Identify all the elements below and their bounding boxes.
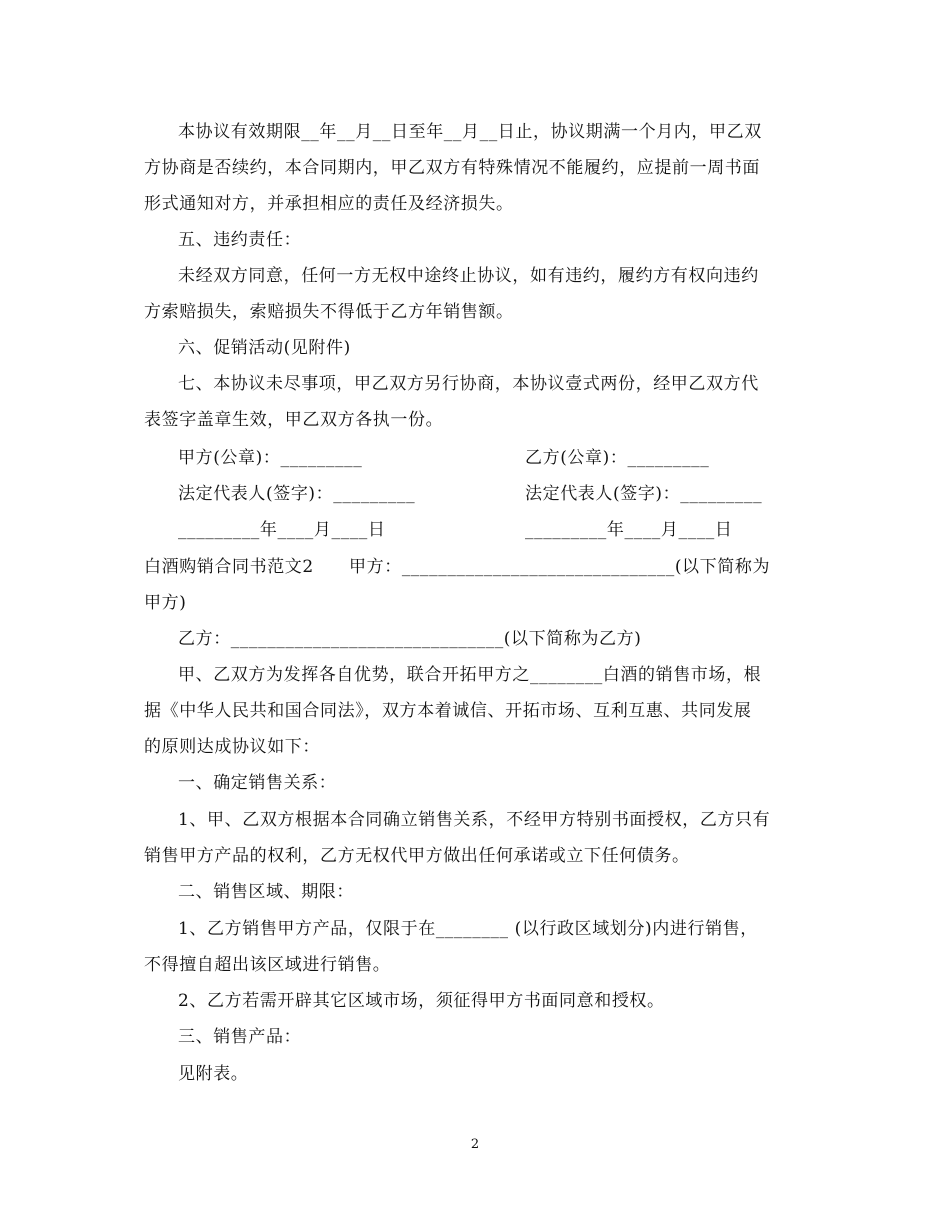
paragraph-line: 的原则达成协议如下： xyxy=(144,737,320,757)
paragraph-line: 2、乙方若需开辟其它区域市场，须征得甲方书面同意和授权。 xyxy=(178,991,665,1011)
paragraph-line: 方索赔损失，索赔损失不得低于乙方年销售额。 xyxy=(144,302,514,322)
paragraph-line: 形式通知对方，并承担相应的责任及经济损失。 xyxy=(144,194,514,214)
party-a-date-field: _________年____月____日 xyxy=(178,520,386,540)
paragraph-line: 1、乙方销售甲方产品，仅限于在________ (以行政区域划分)内进行销售， xyxy=(178,919,758,939)
paragraph-line: 本协议有效期限__年__月__日至年__月__日止，协议期满一个月内，甲乙双 xyxy=(178,122,762,142)
party-b-date-field: _________年____月____日 xyxy=(525,520,733,540)
contract-title-line: 白酒购销合同书范文2 甲方：______________________________(以下简称为 xyxy=(144,557,771,577)
paragraph-line: 甲方) xyxy=(144,593,187,613)
party-a-representative-field: 法定代表人(签字)：_________ xyxy=(178,484,416,504)
section-heading: 六、促销活动(见附件) xyxy=(178,338,351,358)
paragraph-line: 不得擅自超出该区域进行销售。 xyxy=(144,955,391,975)
section-heading: 三、销售产品： xyxy=(178,1027,302,1047)
paragraph-line: 1、甲、乙双方根据本合同确立销售关系，不经甲方特别书面授权，乙方只有 xyxy=(178,810,771,830)
paragraph-line: 据《中华人民共和国合同法》，双方本着诚信、开拓市场、互利互惠、共同发展 xyxy=(144,701,752,721)
paragraph-line: 未经双方同意，任何一方无权中途终止协议，如有违约，履约方有权向违约 xyxy=(178,266,759,286)
section-heading: 二、销售区域、期限： xyxy=(178,882,354,902)
party-a-seal-field: 甲方(公章)：_________ xyxy=(178,448,363,468)
section-heading: 五、违约责任： xyxy=(178,230,302,250)
paragraph-line: 甲、乙双方为发挥各自优势，联合开拓甲方之________白酒的销售市场，根 xyxy=(178,665,762,685)
paragraph-line: 方协商是否续约，本合同期内，甲乙双方有特殊情况不能履约，应提前一周书面 xyxy=(144,158,760,178)
paragraph-line: 见附表。 xyxy=(178,1064,249,1084)
paragraph-line: 七、本协议未尽事项，甲乙双方另行协商，本协议壹式两份，经甲乙双方代 xyxy=(178,374,759,394)
party-b-representative-field: 法定代表人(签字)：_________ xyxy=(525,484,763,504)
page-number: 2 xyxy=(470,1137,480,1152)
party-b-seal-field: 乙方(公章)：_________ xyxy=(525,448,710,468)
paragraph-line: 表签字盖章生效，甲乙双方各执一份。 xyxy=(144,410,444,430)
party-b-line: 乙方：______________________________(以下简称为乙方) xyxy=(178,629,642,649)
section-heading: 一、确定销售关系： xyxy=(178,773,337,793)
paragraph-line: 销售甲方产品的权利，乙方无权代甲方做出任何承诺或立下任何债务。 xyxy=(144,846,690,866)
